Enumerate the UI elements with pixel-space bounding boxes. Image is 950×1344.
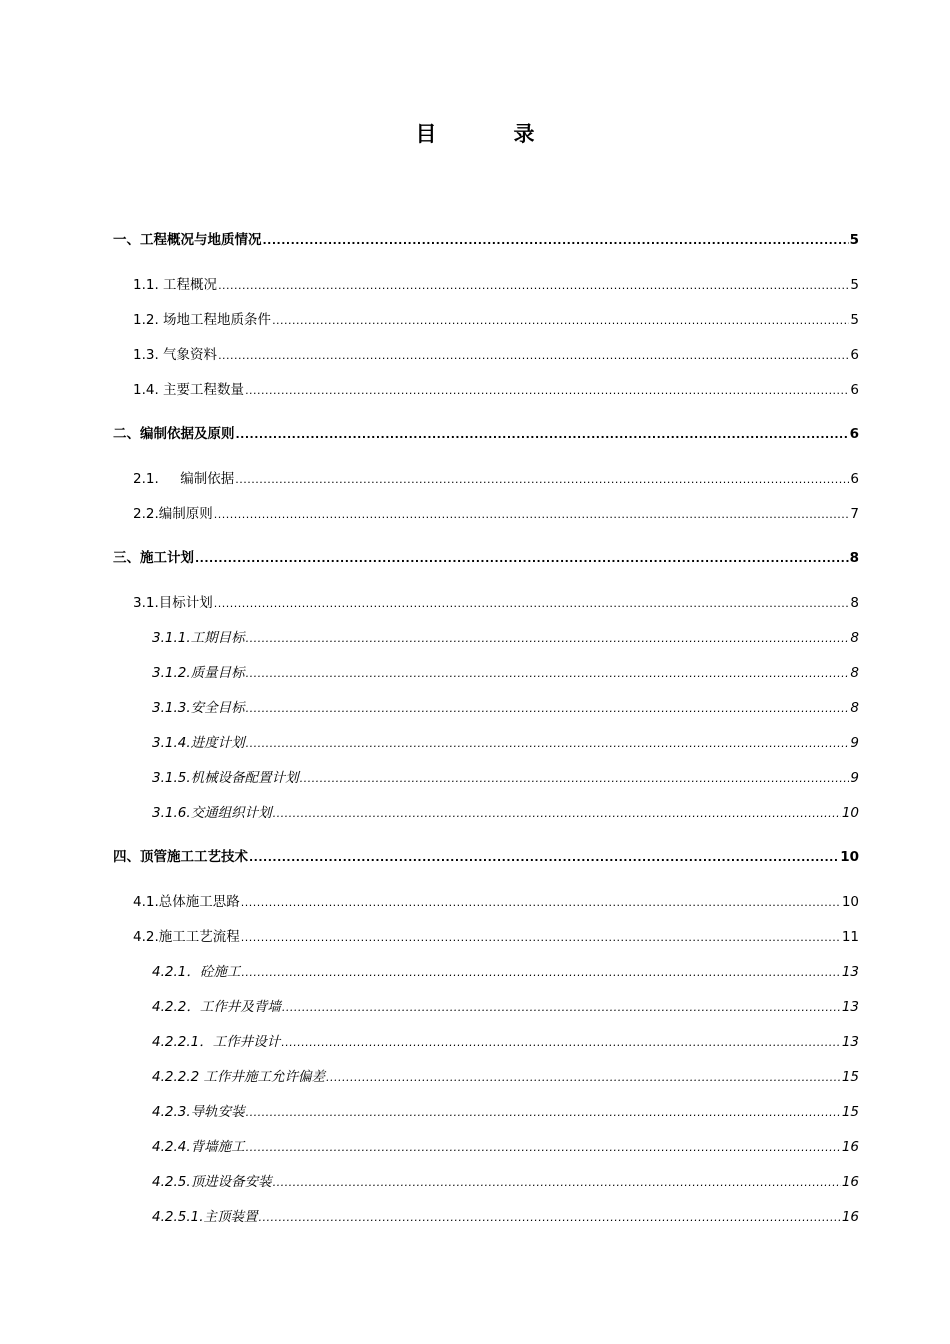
toc-entry-page: 15: [841, 1069, 859, 1085]
toc-entry-label: 4.2.2.1．工作井设计: [152, 1034, 281, 1050]
page-title: 目 录: [415, 121, 563, 146]
toc-entry-page: 15: [841, 1104, 859, 1120]
dot-leader: [245, 383, 849, 399]
toc-entry-page: 16: [841, 1174, 859, 1190]
dot-leader: [300, 771, 850, 787]
dot-leader: [218, 348, 849, 364]
toc-entry[interactable]: [152, 998, 859, 1016]
toc-entry-page: 5: [850, 277, 859, 293]
toc-entry-label: 4.2.2．工作井及背墙: [152, 999, 281, 1015]
toc-entry-page: 8: [850, 700, 859, 716]
toc-entry[interactable]: [133, 346, 859, 364]
toc-entry-page: 8: [850, 665, 859, 681]
toc-entry[interactable]: [133, 893, 859, 911]
toc-entry-page: 11: [841, 929, 859, 945]
toc-entry-label: 3.1.1.工期目标: [152, 630, 245, 646]
dot-leader: [281, 1035, 841, 1051]
toc-entry-label: 4.2.1．砼施工: [152, 964, 241, 980]
toc-entry[interactable]: [152, 1138, 859, 1156]
dot-leader: [218, 278, 849, 294]
toc-entry-label: 三、施工计划: [113, 550, 194, 566]
toc-entry[interactable]: [133, 594, 859, 612]
dot-leader: [272, 313, 849, 329]
toc-entry-page: 5: [850, 312, 859, 328]
toc-entry[interactable]: [113, 848, 859, 866]
toc-entry-label: 2.1. 编制依据: [133, 471, 235, 487]
dot-leader: [235, 472, 849, 488]
toc-entry-page: 5: [849, 232, 859, 248]
toc-entry-label: 3.1.3.安全目标: [152, 700, 245, 716]
dot-leader: [214, 507, 850, 523]
toc-entry-label: 4.2.3.导轨安装: [152, 1104, 245, 1120]
toc-entry[interactable]: [133, 928, 859, 946]
toc-entry[interactable]: [113, 549, 859, 567]
toc-entry-label: 二、编制依据及原则: [113, 426, 235, 442]
toc-entry[interactable]: [152, 699, 859, 717]
toc-entry[interactable]: [152, 1033, 859, 1051]
toc-entry[interactable]: [152, 664, 859, 682]
toc-entry[interactable]: [133, 311, 859, 329]
toc-entry-page: 10: [841, 894, 859, 910]
toc-entry-page: 10: [840, 849, 859, 865]
toc-entry-label: 4.2.5.顶进设备安装: [152, 1174, 272, 1190]
dot-leader: [326, 1070, 841, 1086]
toc-entry[interactable]: [152, 1173, 859, 1191]
toc-entry[interactable]: [113, 425, 859, 443]
toc-entry-page: 13: [841, 964, 859, 980]
dot-leader: [246, 1105, 841, 1121]
toc-entry[interactable]: [133, 276, 859, 294]
toc-entry-label: 1.2. 场地工程地质条件: [133, 312, 272, 328]
toc-entry[interactable]: [152, 629, 859, 647]
toc-entry-label: 3.1.6.交通组织计划: [152, 805, 272, 821]
toc-entry-page: 6: [850, 471, 859, 487]
dot-leader: [273, 1175, 841, 1191]
toc-entry-label: 3.1.2.质量目标: [152, 665, 245, 681]
toc-entry-page: 10: [841, 805, 859, 821]
toc-entry-page: 16: [841, 1209, 859, 1225]
toc-entry-label: 4.2.2.2 工作井施工允许偏差: [152, 1069, 326, 1085]
toc-entry-page: 6: [849, 426, 859, 442]
toc-entry-label: 4.2.施工工艺流程: [133, 929, 240, 945]
toc-entry-label: 四、顶管施工工艺技术: [113, 849, 248, 865]
toc-entry-label: 3.1.4.进度计划: [152, 735, 245, 751]
toc-entry-label: 一、工程概况与地质情况: [113, 232, 262, 248]
toc-entry-label: 2.2.编制原则: [133, 506, 213, 522]
toc-entry[interactable]: [152, 804, 859, 822]
toc-entry-page: 13: [841, 1034, 859, 1050]
dot-leader: [246, 631, 850, 647]
dot-leader: [195, 551, 849, 567]
toc-entry-label: 3.1.5.机械设备配置计划: [152, 770, 299, 786]
toc-entry-page: 7: [850, 506, 859, 522]
dot-leader: [273, 806, 841, 822]
toc-entry-page: 8: [849, 550, 859, 566]
dot-leader: [241, 930, 841, 946]
dot-leader: [246, 736, 850, 752]
dot-leader: [246, 666, 850, 682]
toc-entry[interactable]: [152, 734, 859, 752]
toc-entry-label: 4.2.4.背墙施工: [152, 1139, 245, 1155]
toc-entry[interactable]: [133, 470, 859, 488]
toc-entry[interactable]: [152, 963, 859, 981]
toc-entry[interactable]: [152, 1208, 859, 1226]
dot-leader: [246, 1140, 841, 1156]
toc-entry-page: 6: [850, 347, 859, 363]
toc-entry-page: 9: [850, 735, 859, 751]
toc-entry[interactable]: [152, 1103, 859, 1121]
toc-entry-label: 4.1.总体施工思路: [133, 894, 240, 910]
dot-leader: [259, 1210, 841, 1226]
dot-leader: [241, 895, 841, 911]
toc-entry[interactable]: [133, 381, 859, 399]
dot-leader: [236, 427, 849, 443]
toc-entry-page: 8: [850, 630, 859, 646]
toc-entry[interactable]: [133, 505, 859, 523]
dot-leader: [263, 233, 849, 249]
toc-entry-page: 16: [841, 1139, 859, 1155]
dot-leader: [249, 850, 839, 866]
toc-entry-page: 13: [841, 999, 859, 1015]
toc-entry-page: 8: [850, 595, 859, 611]
toc-entry-label: 1.3. 气象资料: [133, 347, 218, 363]
toc-entry-label: 1.4. 主要工程数量: [133, 382, 245, 398]
toc-entry-label: 4.2.5.1.主顶装置: [152, 1209, 258, 1225]
toc-entry-label: 3.1.目标计划: [133, 595, 213, 611]
toc-entry[interactable]: [113, 231, 859, 249]
dot-leader: [241, 965, 840, 981]
dot-leader: [282, 1000, 841, 1016]
toc-entry[interactable]: [152, 769, 859, 787]
toc-entry-page: 9: [850, 770, 859, 786]
toc-entry-page: 6: [850, 382, 859, 398]
dot-leader: [246, 701, 850, 717]
toc-entry[interactable]: [152, 1068, 859, 1086]
toc-entry-label: 1.1. 工程概况: [133, 277, 218, 293]
dot-leader: [214, 596, 850, 612]
